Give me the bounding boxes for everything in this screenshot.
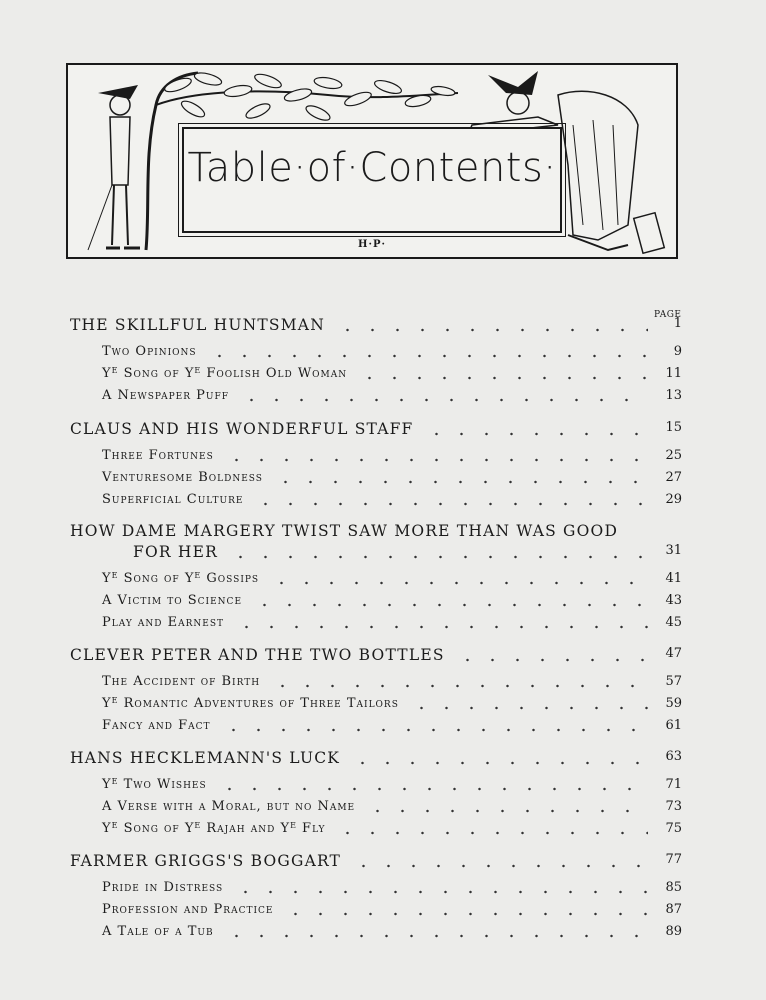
chapter-title: FARMER GRIGGS'S BOGGART [70, 852, 345, 870]
page-number: 61 [665, 718, 682, 733]
page-number: 27 [665, 470, 682, 485]
page-title: Table·of·Contents· [187, 145, 557, 191]
subentry-title: Profession and Practice [102, 902, 277, 917]
toc-subentry[interactable] [0, 696, 766, 718]
toc-subentry[interactable] [0, 388, 766, 410]
subentry-title: A Victim to Science [102, 593, 246, 608]
toc-subentry[interactable] [0, 924, 766, 946]
toc-subentry[interactable] [0, 448, 766, 470]
title-box [182, 127, 562, 233]
subentry-title: A Tale of a Tub [102, 924, 218, 939]
toc-subentry[interactable] [0, 615, 766, 637]
page-number: 71 [665, 777, 682, 792]
page-number: 13 [665, 388, 682, 403]
dot-leader [273, 480, 648, 484]
toc-subentry[interactable] [0, 674, 766, 696]
toc-subentry[interactable] [0, 344, 766, 366]
dot-leader [269, 581, 648, 585]
subentry-title: Fancy and Fact [102, 718, 215, 733]
dot-leader [270, 684, 648, 688]
dot-leader [424, 432, 648, 436]
page-number: 87 [665, 902, 682, 917]
subentry-title: Three Fortunes [102, 448, 218, 463]
toc-chapter-entry[interactable] [0, 420, 766, 442]
page-number: 29 [665, 492, 682, 507]
page-number: 31 [665, 543, 682, 558]
toc-chapter-entry[interactable] [0, 316, 766, 338]
page-number: 25 [665, 448, 682, 463]
dot-leader [224, 458, 648, 462]
page-number: 43 [665, 593, 682, 608]
dot-leader [252, 603, 648, 607]
dot-leader [335, 831, 648, 835]
toc-chapter-entry[interactable] [0, 522, 766, 544]
page-number: 63 [665, 749, 682, 764]
dot-leader [221, 728, 649, 732]
dot-leader [365, 809, 648, 813]
page-number: 75 [665, 821, 682, 836]
page-number: 15 [665, 420, 682, 435]
toc-subentry[interactable] [0, 821, 766, 843]
dot-leader [351, 864, 648, 868]
subentry-title: Superficial Culture [102, 492, 247, 507]
dot-leader [455, 658, 648, 662]
subentry-title: A Newspaper Puff [102, 388, 233, 403]
toc-chapter-entry[interactable] [0, 749, 766, 771]
subentry-title: The Accident of Birth [102, 674, 264, 689]
dot-leader [253, 502, 648, 506]
toc-subentry[interactable] [0, 470, 766, 492]
page-number: 85 [665, 880, 682, 895]
subentry-title: $Y^E$ Song of $Y^E$ Gossips [102, 571, 263, 586]
subentry-title: A Verse with a Moral, but no Name [102, 799, 359, 814]
toc-chapter-entry[interactable] [0, 646, 766, 668]
dot-leader [350, 761, 648, 765]
dot-leader [239, 398, 648, 402]
toc-subentry[interactable] [0, 593, 766, 615]
page-number: 9 [673, 344, 682, 359]
subentry-title: $Y^E$ Song of $Y^E$ Foolish Old Woman [102, 366, 351, 381]
dot-leader [283, 912, 648, 916]
toc-subentry[interactable] [0, 799, 766, 821]
chapter-title: HOW DAME MARGERY TWIST SAW MORE THAN WAS GOOD [70, 522, 622, 540]
chapter-title: FOR HER [133, 543, 222, 561]
chapter-title: THE SKILLFUL HUNTSMAN [70, 316, 329, 334]
dot-leader [224, 934, 648, 938]
page-column-label: PAGE [654, 310, 682, 320]
page-number: 77 [665, 852, 682, 867]
page-number: 45 [665, 615, 682, 630]
subentry-title: Play and Earnest [102, 615, 228, 630]
toc-subentry[interactable] [0, 902, 766, 924]
dot-leader [217, 787, 648, 791]
dot-leader [234, 625, 648, 629]
toc-subentry[interactable] [0, 366, 766, 388]
toc-subentry[interactable] [0, 718, 766, 740]
page-number: 89 [665, 924, 682, 939]
toc-subentry[interactable] [0, 777, 766, 799]
toc-subentry[interactable] [0, 492, 766, 514]
page-number: 41 [665, 571, 682, 586]
dot-leader [335, 328, 648, 332]
chapter-title: CLEVER PETER AND THE TWO BOTTLES [70, 646, 449, 664]
page-number: 57 [665, 674, 682, 689]
subentry-title: $Y^E$ Two Wishes [102, 777, 211, 792]
subentry-title: Pride in Distress [102, 880, 227, 895]
page-number: 59 [665, 696, 682, 711]
page-number: 11 [665, 366, 682, 381]
subentry-title: Venturesome Boldness [102, 470, 267, 485]
dot-leader [357, 376, 648, 380]
dot-leader [228, 555, 648, 559]
artist-monogram: H·P· [358, 239, 386, 250]
toc-subentry[interactable] [0, 571, 766, 593]
subentry-title: $Y^E$ Song of $Y^E$ Rajah and $Y^E$ Fly [102, 821, 329, 836]
header-illustration [66, 63, 678, 259]
dot-leader [233, 890, 648, 894]
subentry-title: $Y^E$ Romantic Adventures of Three Tailors [102, 696, 403, 711]
chapter-title: CLAUS AND HIS WONDERFUL STAFF [70, 420, 418, 438]
dot-leader [207, 354, 648, 358]
subentry-title: Two Opinions [102, 344, 201, 359]
dot-leader [409, 706, 648, 710]
page-number: 1 [673, 316, 682, 331]
toc-subentry[interactable] [0, 880, 766, 902]
chapter-title: HANS HECKLEMANN'S LUCK [70, 749, 344, 767]
toc-chapter-entry[interactable] [0, 852, 766, 874]
page-number: 73 [665, 799, 682, 814]
toc-chapter-entry[interactable] [0, 543, 766, 565]
page-number: 47 [665, 646, 682, 661]
